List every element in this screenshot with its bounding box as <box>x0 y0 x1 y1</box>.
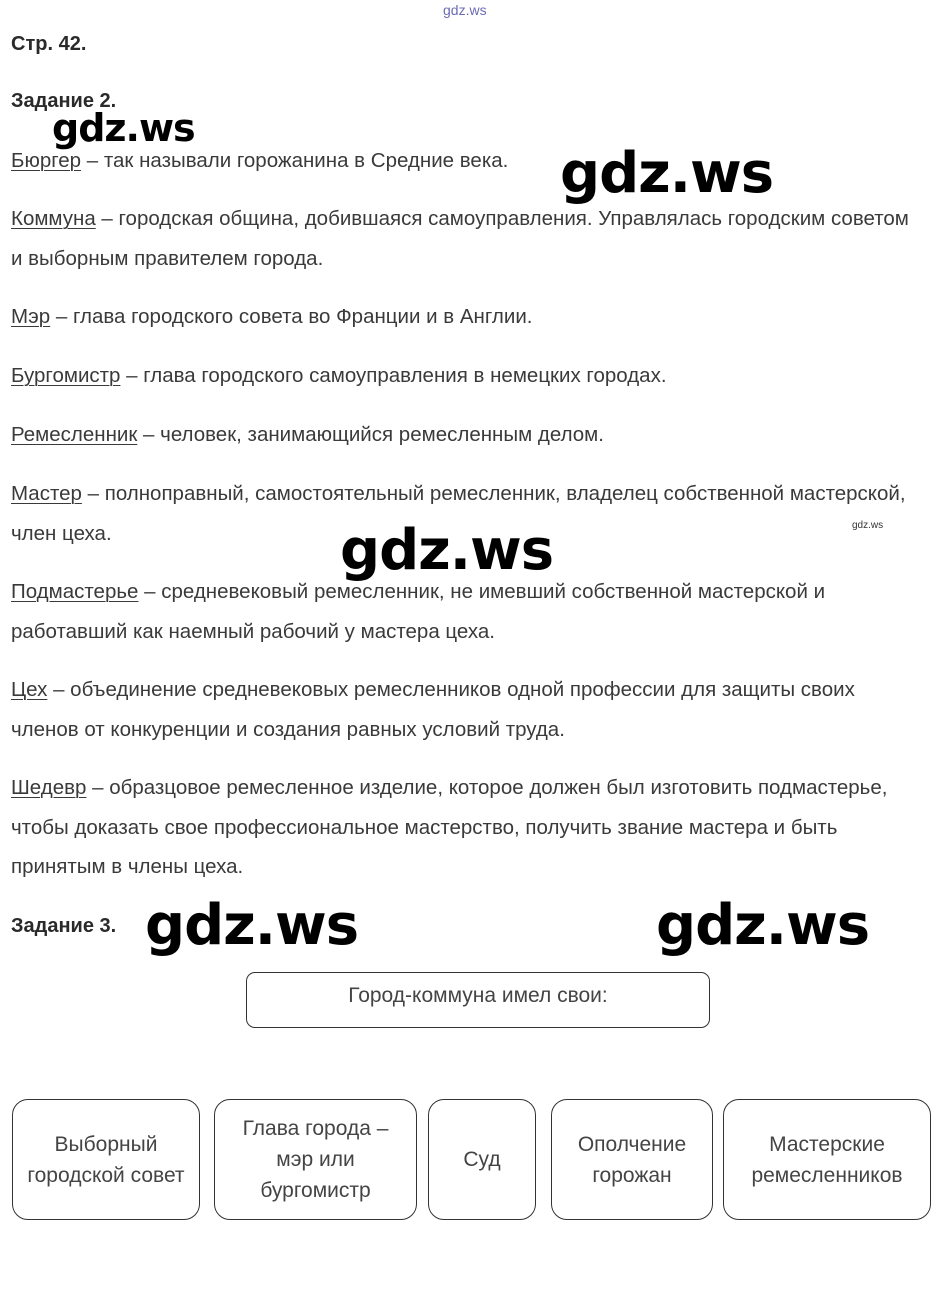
definition-text: – городская община, добившаяся самоуправления. Управлялась городским советом и выборным правителем города. <box>11 207 909 270</box>
watermark-tiny: gdz.ws <box>852 520 884 531</box>
definition-text: – глава городского совета во Франции и в Англии. <box>50 305 533 328</box>
watermark: gdz.ws <box>656 893 870 958</box>
term: Подмастерье <box>11 580 139 603</box>
diagram-item-box <box>428 1099 536 1220</box>
definition-masterpiece <box>11 768 921 887</box>
term: Коммуна <box>11 207 96 230</box>
definition-guild <box>11 670 921 749</box>
definition-text: – человек, занимающийся ремесленным делом. <box>137 423 604 446</box>
definition-text: – глава городского самоуправления в немецких городах. <box>120 364 667 387</box>
definition-apprentice <box>11 572 921 651</box>
diagram-item-box <box>551 1099 713 1220</box>
term: Бургомистр <box>11 364 121 387</box>
definition-text: – полноправный, самостоятельный ремесленник, владелец собственной мастерской, член цеха. <box>11 482 906 545</box>
page-label: Стр. 42. <box>11 33 87 55</box>
term: Цех <box>11 678 48 701</box>
diagram-heading-box: Город-коммуна имел свои: <box>246 972 710 1028</box>
definition-commune <box>11 199 921 278</box>
diagram-item-box <box>12 1099 200 1220</box>
definition-burgomaster <box>11 356 921 396</box>
diagram-item-label: Глава города – мэр или бургомистр <box>242 1117 389 1202</box>
term: Мэр <box>11 305 51 328</box>
task-3-title: Задание 3. <box>11 915 117 937</box>
diagram-item-box <box>214 1099 417 1220</box>
watermark: gdz.ws <box>340 518 554 583</box>
watermark-top: gdz.ws <box>443 2 487 18</box>
term: Бюргер <box>11 149 82 172</box>
watermark: gdz.ws <box>560 141 774 206</box>
diagram-item-box <box>723 1099 931 1220</box>
definition-text: – объединение средневековых ремесленников одной профессии для защиты своих членов от конкуренции и создания равных условий труда. <box>11 678 855 741</box>
definition-text: – образцовое ремесленное изделие, которое должен был изготовить подмастерье, чтобы доказать свое профессиональное мастерство, получить звание мастера и быть принятым в члены цеха. <box>11 776 888 878</box>
diagram-item-label: Суд <box>463 1148 501 1171</box>
watermark: gdz.ws <box>145 893 359 958</box>
definition-craftsman <box>11 415 921 455</box>
term: Ремесленник <box>11 423 138 446</box>
definition-mayor <box>11 297 921 337</box>
task-2-title: Задание 2. <box>11 90 117 112</box>
diagram-item-label: Выборный городской совет <box>27 1132 185 1187</box>
diagram-item-label: Мастерские ремесленников <box>751 1132 903 1187</box>
diagram-item-label: Ополчение горожан <box>577 1132 687 1187</box>
watermark: gdz.ws <box>52 106 195 150</box>
definition-text: – средневековый ремесленник, не имевший собственной мастерской и работавший как наемный рабочий у мастера цеха. <box>11 580 826 643</box>
term: Мастер <box>11 482 82 505</box>
term: Шедевр <box>11 776 87 799</box>
definition-text: – так называли горожанина в Средние века. <box>81 149 509 172</box>
